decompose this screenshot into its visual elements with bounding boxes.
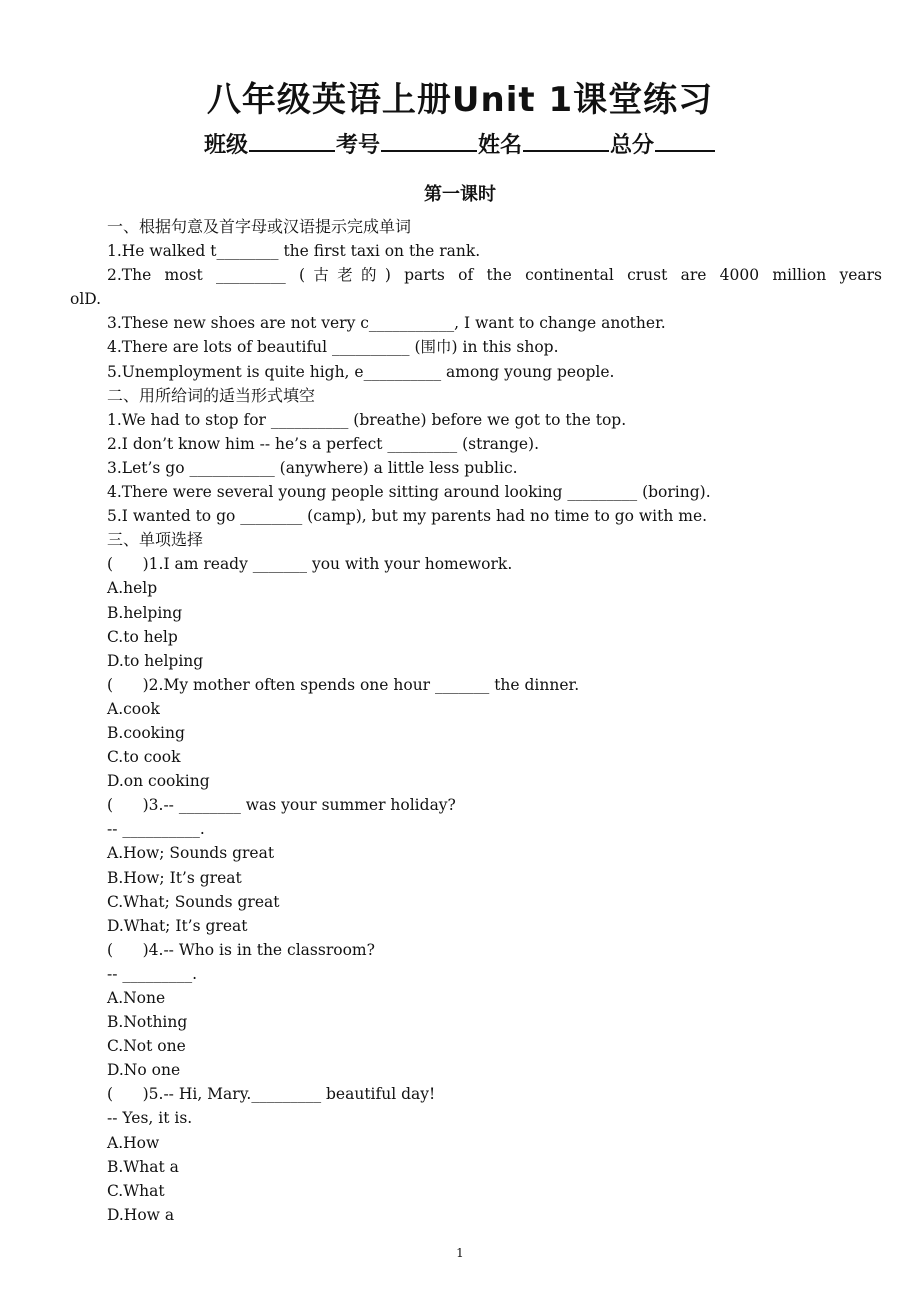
option-d: D.on cooking bbox=[107, 772, 210, 791]
option-c: C.Not one bbox=[107, 1037, 186, 1056]
section-heading: 三、单项选择 bbox=[107, 530, 204, 550]
page-number: 1 bbox=[456, 1246, 464, 1260]
option-a: A.How; Sounds great bbox=[107, 844, 275, 863]
question-stem: ( )2.My mother often spends one hour _______ the dinner. bbox=[107, 675, 580, 694]
question-stem: ( )4.-- Who is in the classroom? bbox=[107, 940, 375, 959]
question-reply: -- Yes, it is. bbox=[107, 1109, 193, 1128]
question-line: 2.The most _________ (古老的) parts of the continental crust are 4000 million years bbox=[107, 266, 882, 285]
question-line: 1.He walked t________ the first taxi on the rank. bbox=[107, 242, 481, 261]
question-line: 3.Let’s go ___________ (anywhere) a little less public. bbox=[107, 458, 518, 477]
question-line: 5.I wanted to go ________ (camp), but my parents had no time to go with me. bbox=[107, 507, 708, 526]
option-b: B.cooking bbox=[107, 723, 185, 742]
score-blank[interactable] bbox=[655, 128, 715, 152]
question-stem: ( )5.-- Hi, Mary._________ beautiful day! bbox=[107, 1085, 436, 1104]
question-reply: -- _________. bbox=[107, 964, 198, 983]
question-line: 1.We had to stop for __________ (breathe) before we got to the top. bbox=[107, 410, 627, 429]
option-b: B.What a bbox=[107, 1157, 179, 1176]
question-line: 4.There are lots of beautiful __________ (围巾) in this shop. bbox=[107, 338, 559, 357]
question-stem: ( )1.I am ready _______ you with your homework. bbox=[107, 555, 513, 574]
question-line: 3.These new shoes are not very c___________, I want to change another. bbox=[107, 314, 666, 333]
option-a: A.cook bbox=[107, 699, 160, 718]
option-d: D.No one bbox=[107, 1061, 181, 1080]
number-label: 考号 bbox=[335, 133, 380, 158]
option-b: B.How; It’s great bbox=[107, 868, 242, 887]
option-c: C.What bbox=[107, 1181, 165, 1200]
option-c: C.to cook bbox=[107, 748, 181, 767]
page-title: 八年级英语上册Unit 1课堂练习 bbox=[206, 80, 714, 120]
section-heading: 二、用所给词的适当形式填空 bbox=[107, 385, 316, 405]
option-d: D.to helping bbox=[107, 651, 204, 670]
section-heading: 一、根据句意及首字母或汉语提示完成单词 bbox=[107, 217, 412, 236]
name-label: 姓名 bbox=[478, 133, 523, 158]
question-reply: -- __________. bbox=[107, 820, 205, 839]
question-line: 2.I don’t know him -- he’s a perfect _________ (strange). bbox=[107, 434, 540, 453]
option-d: D.How a bbox=[107, 1205, 175, 1224]
lesson-heading: 第一课时 bbox=[424, 184, 496, 205]
option-b: B.Nothing bbox=[107, 1013, 188, 1032]
option-c: C.What; Sounds great bbox=[107, 892, 280, 911]
score-label: 总分 bbox=[610, 133, 655, 158]
option-a: A.help bbox=[107, 579, 158, 598]
question-line: 5.Unemployment is quite high, e__________ among young people. bbox=[107, 362, 615, 381]
option-d: D.What; It’s great bbox=[107, 916, 248, 935]
student-info-row bbox=[0, 128, 920, 159]
question-line: 4.There were several young people sitting around looking _________ (boring). bbox=[107, 483, 711, 502]
class-blank[interactable] bbox=[249, 128, 335, 152]
option-a: A.None bbox=[107, 989, 166, 1007]
class-label: 班级 bbox=[203, 133, 248, 158]
option-a: A.How bbox=[107, 1133, 160, 1152]
question-line-continued: olD. bbox=[70, 290, 102, 309]
option-b: B.helping bbox=[107, 603, 183, 622]
option-c: C.to help bbox=[107, 627, 178, 646]
name-blank[interactable] bbox=[523, 128, 609, 152]
exercise-body bbox=[70, 215, 882, 1227]
question-stem: ( )3.-- ________ was your summer holiday? bbox=[107, 796, 456, 815]
number-blank[interactable] bbox=[381, 128, 477, 152]
